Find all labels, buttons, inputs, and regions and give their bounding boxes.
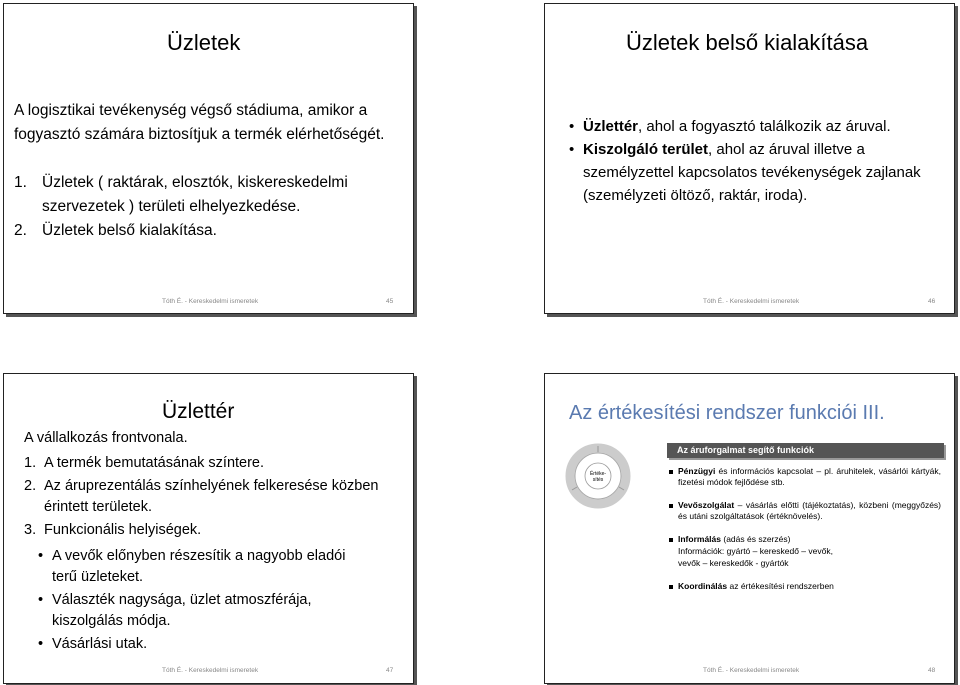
functions-header: Az áruforgalmat segítő funkciók (667, 443, 944, 458)
list-item: 1. A termék bemutatásának színtere. (24, 455, 265, 471)
slide-intro: A logisztikai tevékenység végső stádiuma, amikor a fogyasztó számára biztosítjuk a termék elérhetőségét. (14, 102, 385, 143)
footer-author: Tóth É. - Kereskedelmi ismeretek (162, 298, 259, 305)
numbered-list (24, 453, 399, 541)
page-number: 47 (386, 667, 394, 674)
slide-48 (544, 373, 955, 684)
list-item: 3. Funkcionális helyiségek. (24, 521, 202, 538)
list-item: Vásárlási utak. (52, 636, 148, 652)
list-item: Üzlettér, ahol a fogyasztó találkozik az áruval. (583, 118, 891, 135)
slide-47 (3, 373, 414, 684)
slide-title: Üzlettér (162, 400, 235, 423)
page-number: 46 (928, 298, 936, 305)
list-item: 2. Az áruprezentálás színhelyének felkeresése közben érintett területek. (24, 477, 379, 515)
bullet-list (583, 115, 933, 207)
numbered-list (14, 171, 399, 243)
slide-subtitle: A vállalkozás frontvonala. (24, 430, 188, 446)
slide-46 (544, 3, 955, 314)
list-item: Választék nagysága, üzlet atmoszférája, kiszolgálás módja. (52, 592, 312, 629)
list-item: 2. Üzletek belső kialakítása. (14, 222, 217, 239)
page-number: 45 (386, 298, 394, 305)
slide-title: Üzletek belső kialakítása (626, 30, 869, 55)
list-item: 1. Üzletek ( raktárak, elosztók, kiskereskedelmi szervezetek ) területi elhelyezkedése. (14, 174, 348, 215)
slide-title: Üzletek (167, 30, 241, 55)
list-item: Koordinálás az értékesítési rendszerben (669, 581, 941, 592)
list-item: Informálás (adás és szerzés) Információk: gyártó – kereskedő – vevők, vevők – kereskedők - gyártók (669, 534, 941, 569)
footer-author: Tóth É. - Kereskedelmi ismeretek (162, 667, 259, 674)
list-item: Vevőszolgálat – vásárlás előtti (tájékoztatás), közbeni (meggyőzés) és utáni szolgáltatások (értéknövelés). (669, 500, 941, 522)
ring-label: Értéke- sítés (589, 471, 607, 483)
list-item: Pénzügyi és információs kapcsolat – pl. áruhitelek, vásárlói kártyák, fizetési módok fejlődése stb. (669, 466, 941, 488)
slide-45 (3, 3, 414, 314)
page-number: 48 (928, 667, 936, 674)
footer-author: Tóth É. - Kereskedelmi ismeretek (703, 298, 800, 305)
bullet-list (52, 546, 362, 655)
slide-title: Az értékesítési rendszer funkciói III. (569, 402, 885, 424)
footer-author: Tóth É. - Kereskedelmi ismeretek (703, 667, 800, 674)
list-item: A vevők előnyben részesítik a nagyobb eladói terű üzleteket. (52, 548, 346, 585)
functions-list (669, 466, 941, 592)
list-item: Kiszolgáló terület, ahol az áruval illetve a személyzettel kapcsolatos tevékenységek zajlanak (személyzeti öltöző, raktár, iroda). (583, 141, 921, 204)
